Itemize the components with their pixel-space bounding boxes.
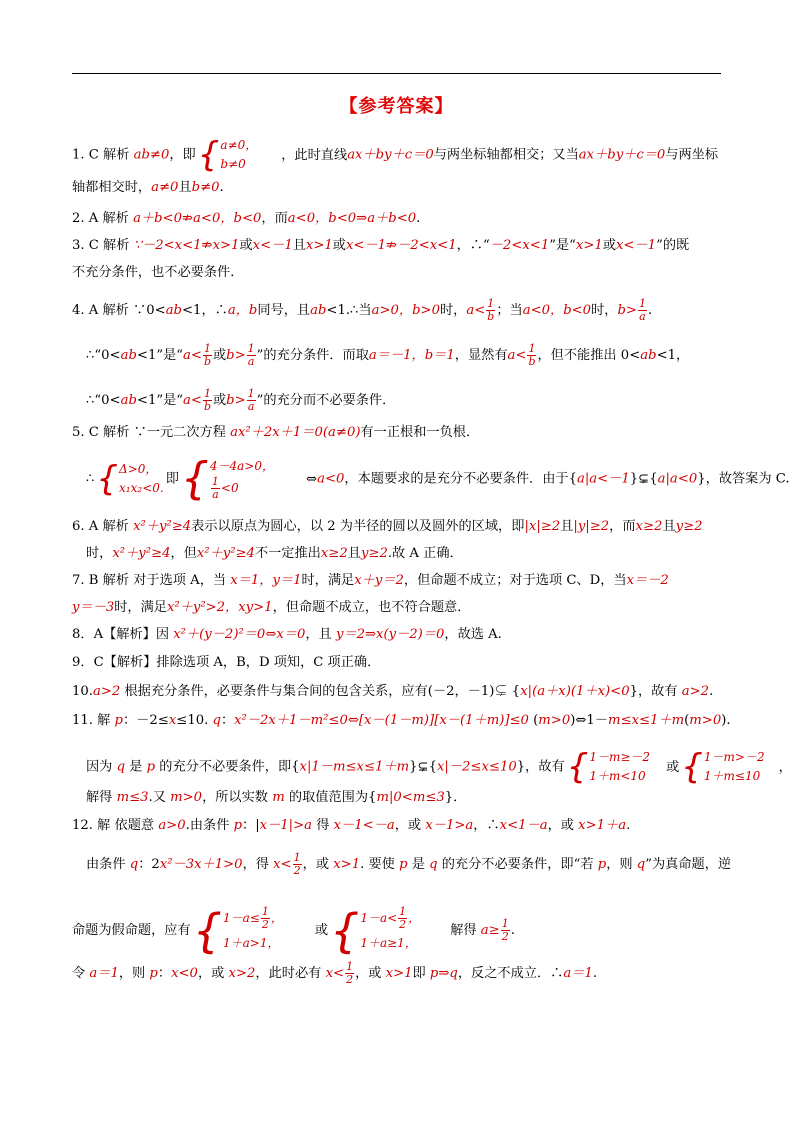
answer-11-line-1: 11. 解 p：－2≤x≤10. q：x²－2x＋1－m²≤0⇔[x－(1－m)][x－(1＋m)]≤0 (m>0)⇔1－m≤x≤1＋m(m>0). <box>72 713 731 728</box>
answer-11-line-2: 因为 q 是 p 的充分不必要条件，即{x|1－m≤x≤1＋m}⊊{x|－2≤x≤10}，故有 { 1－m≥－2 1＋m<10 或 { 1－m>－2 1＋m≤10 ， <box>86 747 792 787</box>
answer-5-line-1: 5. C 解析 ∵一元二次方程 ax²＋2x＋1＝0(a≠0)有一正根和一负根． <box>72 425 480 440</box>
answer-6-line-2: 时，x²＋y²≥4，但x²＋y²≥4不一定推出x≥2且y≥2.故 A 正确． <box>86 546 463 561</box>
answer-4-line-1: 4. A 解析 ∵0<ab<1，∴a，b同号，且ab<1.∴当a>0，b>0时，a< $\frac{1}{b}$ ；当a<0，b<0时，b> $\frac{1}{a}$ . <box>72 297 653 323</box>
answer-7-line-2: y＝－3时，满足x²＋y²>2，xy>1，但命题不成立，也不符合题意． <box>72 600 471 615</box>
answer-12-line-2: 由条件 q：2x²－3x＋1>0，得 x< $\frac{1}{2}$ ，或 x>1. 要使 p 是 q 的充分不必要条件，即“若 p，则 q”为真命题，逆 <box>86 851 732 877</box>
answer-7-line-1: 7. B 解析 对于选项 A，当 x＝1，y＝1时，满足x＋y＝2，但命题不成立；对于选项 C、D，当x＝－2 <box>72 573 669 588</box>
answer-3-line-2: 不充分条件，也不必要条件． <box>72 265 244 280</box>
answer-3-line-1: 3. C 解析 ∵－2<x<1⇏x>1或x<－1且x>1或x<－1⇏－2<x<1，∴“－2<x<1”是“x>1或x<－1”的既 <box>72 238 690 253</box>
answer-9: 9．C【解析】排除选项 A，B，D 项知，C 项正确． <box>72 655 381 670</box>
answer-2: 2. A 解析 a＋b<0⇏a<0，b<0，而a<0，b<0⇒a＋b<0. <box>72 211 421 226</box>
answer-12-line-3: 命题为假命题，应有 { 1－a≤ $\frac{1}{2}$ ， 1＋a>1， 或 { 1－a< $\frac{1}{2}$ ， 1＋a≥1， 解得 a≥ $\frac{1}{2}$ . <box>72 903 515 958</box>
answer-5-line-2: ∴ { Δ>0， x₁x₂<0. 即 { 4－4a>0， $\frac{1}{a}$ <0 ⇔a<0，本题要求的是充分不必要条件．由于{a|a<－1}⊊{a|a<0}，故答案为 C. <box>86 453 790 504</box>
answer-12-line-1: 12. 解 依题意 a>0.由条件 p：|x－1|>a 得 x－1<－a，或 x－1>a，∴x<1－a，或 x>1＋a. <box>72 818 631 833</box>
page-title: 【参考答案】 <box>339 96 454 117</box>
answer-10: 10.a>2 根据充分条件，必要条件与集合间的包含关系，应有(－2，－1)⊊ {x|(a＋x)(1＋x)<0}，故有 a>2. <box>72 684 714 699</box>
answer-11-line-3: 解得 m≤3.又 m>0，所以实数 m 的取值范围为{m|0<m≤3}． <box>86 790 467 805</box>
answer-12-line-4: 令 a＝1，则 p：x<0，或 x>2，此时必有 x< $\frac{1}{2}$ ，或 x>1即 p⇒q，反之不成立．∴a＝1. <box>72 960 598 986</box>
answer-8: 8．A【解析】因 x²＋(y－2)²＝0⇔x＝0，且 y＝2⇒x(y－2)＝0，故选 A. <box>72 627 502 642</box>
header-rule <box>72 73 721 74</box>
answer-1-line-2: 轴都相交时，a≠0且b≠0. <box>72 180 224 195</box>
answer-1-system: { a≠0， b≠0 <box>197 135 258 175</box>
answer-6-line-1: 6. A 解析 x²＋y²≥4表示以原点为圆心，以 2 为半径的圆以及圆外的区域，即|x|≥2且|y|≥2，而x≥2且y≥2 <box>72 519 703 534</box>
answer-4-line-3: ∴“0<ab<1”是“a< $\frac{1}{b}$ 或b> $\frac{1}{a}$ ”的充分而不必要条件． <box>86 387 396 413</box>
answer-4-line-2: ∴“0<ab<1”是“a< $\frac{1}{b}$ 或b> $\frac{1}{a}$ ”的充分条件．而取a＝－1，b＝1，显然有a< $\frac{1}{b}$ ，但不能推出 0<ab<1， <box>86 342 690 368</box>
answer-1-line-1: 1. C 解析 ab≠0，即 { a≠0， b≠0 ，此时直线ax＋by＋c＝0与两坐标轴都相交；又当ax＋by＋c＝0与两坐标 <box>72 135 719 175</box>
